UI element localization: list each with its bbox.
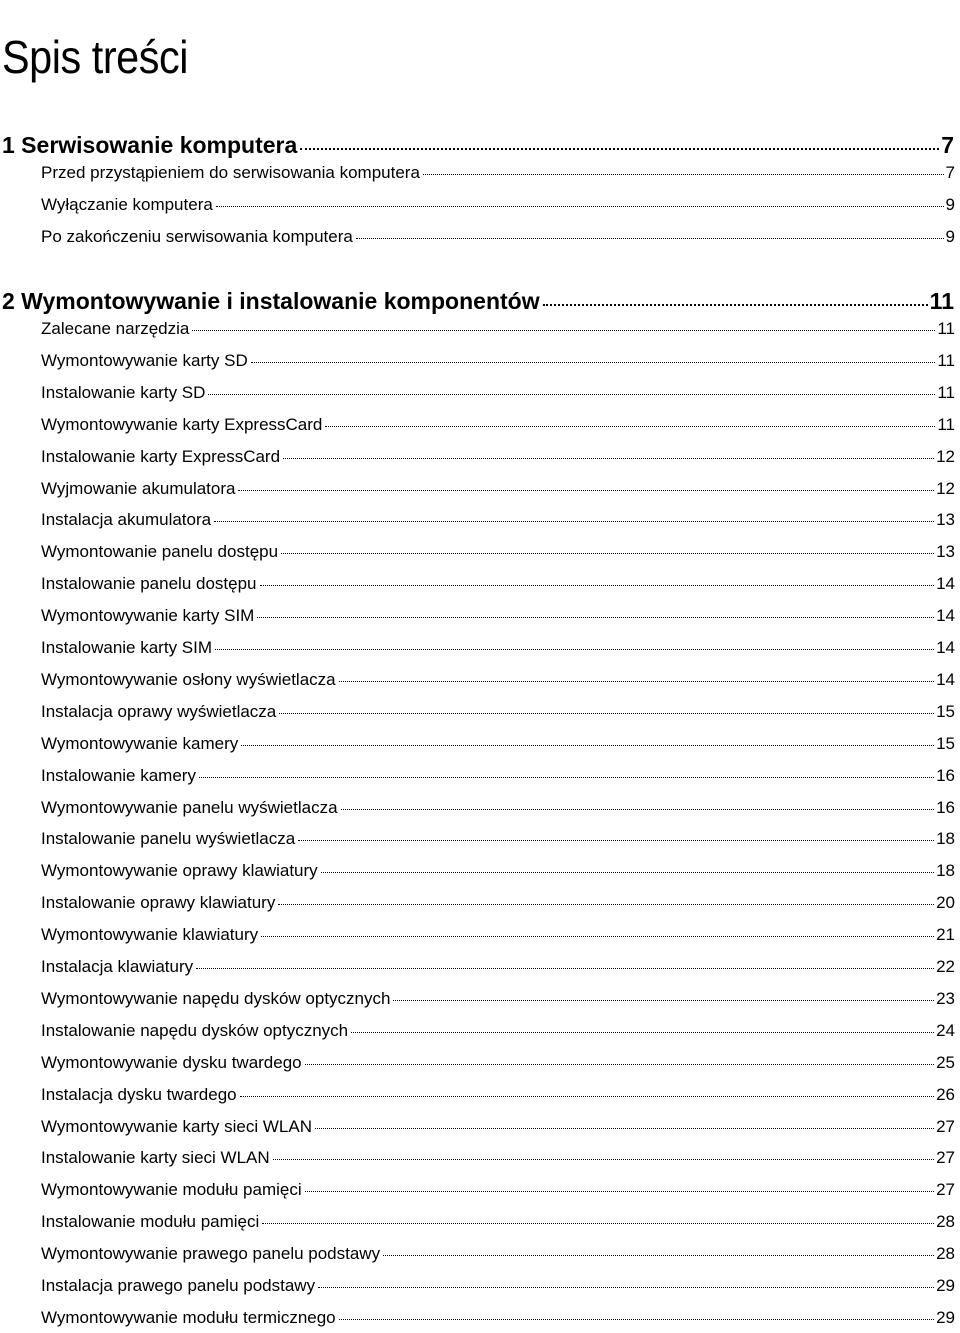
page-number: 15 — [936, 702, 955, 721]
section-title: Wymontowanie panelu dostępu — [41, 542, 279, 561]
dot-leader — [298, 823, 934, 841]
dot-leader — [278, 887, 934, 905]
page-number: 28 — [936, 1244, 955, 1263]
section-title: Wymontowywanie oprawy klawiatury — [41, 861, 318, 880]
page-number: 26 — [936, 1085, 955, 1104]
dot-leader — [273, 1142, 934, 1160]
toc-chapter-entry[interactable] — [2, 128, 954, 157]
toc-section-entry[interactable] — [41, 858, 955, 881]
toc-section-entry[interactable] — [41, 1082, 955, 1105]
section-title: Instalacja akumulatora — [41, 510, 212, 529]
page-number: 7 — [941, 132, 954, 158]
toc-section-entry[interactable] — [41, 571, 955, 594]
toc-section-entry[interactable] — [41, 1241, 955, 1264]
page-number: 23 — [936, 989, 955, 1008]
page-number: 27 — [936, 1148, 955, 1167]
section-title: Wymontowywanie prawego panelu podstawy — [41, 1244, 381, 1263]
dot-leader — [208, 377, 935, 395]
dot-leader — [383, 1238, 934, 1256]
section-title: Wymontowywanie dysku twardego — [41, 1053, 302, 1072]
page-number: 12 — [936, 447, 955, 466]
toc-section-entry[interactable] — [41, 444, 955, 467]
page-number: 15 — [936, 734, 955, 753]
dot-leader — [240, 1079, 934, 1097]
toc-section-entry[interactable] — [41, 348, 955, 371]
section-title: Wymontowywanie karty sieci WLAN — [41, 1117, 312, 1136]
dot-leader — [216, 189, 944, 207]
dot-leader — [196, 951, 934, 969]
toc-section-entry[interactable] — [41, 1273, 955, 1296]
dot-leader — [339, 664, 934, 682]
dot-leader — [305, 1174, 934, 1192]
section-title: Wymontowywanie modułu termicznego — [41, 1308, 336, 1327]
toc-section-entry[interactable] — [41, 476, 955, 499]
section-title: Instalowanie panelu wyświetlacza — [41, 829, 296, 848]
toc-section-entry[interactable] — [41, 160, 955, 183]
dot-leader — [262, 1206, 934, 1224]
page-number: 13 — [936, 510, 955, 529]
section-title: Instalowanie karty ExpressCard — [41, 447, 281, 466]
section-title: Instalowanie modułu pamięci — [41, 1212, 260, 1231]
page-number: 12 — [936, 479, 955, 498]
page-number: 14 — [936, 574, 955, 593]
section-title: Instalowanie karty sieci WLAN — [41, 1148, 270, 1167]
section-title: Zalecane narzędzia — [41, 319, 190, 338]
dot-leader — [238, 473, 934, 491]
page-number: 16 — [936, 798, 955, 817]
toc-section-entry[interactable] — [41, 192, 955, 215]
page-number: 20 — [936, 893, 955, 912]
dot-leader — [283, 441, 934, 459]
page-number: 16 — [936, 766, 955, 785]
toc-section-entry[interactable] — [41, 731, 955, 754]
page-number: 28 — [936, 1212, 955, 1231]
toc-section-entry[interactable] — [41, 667, 955, 690]
dot-leader — [305, 1047, 934, 1065]
dot-leader — [351, 1015, 934, 1033]
dot-leader — [199, 760, 934, 778]
section-title: Wymontowywanie modułu pamięci — [41, 1180, 302, 1199]
page-number: 14 — [936, 670, 955, 689]
section-title: Wymontowywanie napędu dysków optycznych — [41, 989, 391, 1008]
page-number: 29 — [936, 1276, 955, 1295]
toc-section-entry[interactable] — [41, 316, 955, 339]
dot-leader — [257, 600, 934, 618]
page-number: 25 — [936, 1053, 955, 1072]
toc-section-entry[interactable] — [41, 986, 955, 1009]
toc-section-entry[interactable] — [41, 224, 955, 247]
toc-section-entry[interactable] — [41, 1114, 955, 1137]
dot-leader — [321, 855, 934, 873]
dot-leader — [423, 157, 944, 175]
section-title: Instalacja dysku twardego — [41, 1085, 237, 1104]
page-number: 11 — [937, 351, 955, 370]
section-title: Instalowanie karty SIM — [41, 638, 213, 657]
section-title: Wymontowywanie karty SIM — [41, 606, 255, 625]
section-title: Wymontowywanie osłony wyświetlacza — [41, 670, 336, 689]
section-title: Wymontowywanie karty ExpressCard — [41, 415, 323, 434]
toc-section-entry[interactable] — [41, 1177, 955, 1200]
section-title: Wymontowywanie panelu wyświetlacza — [41, 798, 338, 817]
section-title: Wymontowywanie karty SD — [41, 351, 248, 370]
dot-leader — [300, 125, 939, 150]
chapter-title: 2 Wymontowywanie i instalowanie komponentów — [2, 288, 540, 314]
section-title: Instalowanie karty SD — [41, 383, 206, 402]
section-title: Instalacja prawego panelu podstawy — [41, 1276, 316, 1295]
dot-leader — [251, 345, 936, 363]
toc-section-entry[interactable] — [41, 380, 955, 403]
page-number: 13 — [936, 542, 955, 561]
page-number: 11 — [937, 415, 955, 434]
dot-leader — [341, 792, 935, 810]
dot-leader — [318, 1270, 934, 1288]
toc-section-entry[interactable] — [41, 539, 955, 562]
toc-section-entry[interactable] — [41, 1050, 955, 1073]
page-number: 11 — [937, 383, 955, 402]
page-number: 9 — [945, 227, 955, 246]
section-title: Instalowanie panelu dostępu — [41, 574, 257, 593]
toc-section-entry[interactable] — [41, 412, 955, 435]
page-number: 27 — [936, 1117, 955, 1136]
toc-section-entry[interactable] — [41, 1209, 955, 1232]
dot-leader — [325, 409, 935, 427]
page-number: 18 — [936, 829, 955, 848]
page-number: 22 — [936, 957, 955, 976]
dot-leader — [315, 1111, 934, 1129]
toc-section-entry[interactable] — [41, 699, 955, 722]
toc-section-entry[interactable] — [41, 603, 955, 626]
section-title: Wymontowywanie kamery — [41, 734, 239, 753]
page-number: 7 — [945, 163, 955, 182]
section-title: Instalowanie napędu dysków optycznych — [41, 1021, 349, 1040]
dot-leader — [281, 536, 934, 554]
section-title: Wyłączanie komputera — [41, 195, 213, 214]
toc-section-entry[interactable] — [41, 795, 955, 818]
dot-leader — [339, 1302, 934, 1320]
page-title: Spis treści — [2, 30, 189, 83]
toc-section-entry[interactable] — [41, 890, 955, 913]
section-title: Instalowanie kamery — [41, 766, 196, 785]
page-number: 18 — [936, 861, 955, 880]
section-title: Instalacja klawiatury — [41, 957, 194, 976]
toc-section-entry[interactable] — [41, 954, 955, 977]
dot-leader — [241, 728, 934, 746]
dot-leader — [261, 919, 934, 937]
page-number: 29 — [936, 1308, 955, 1327]
page-number: 11 — [929, 288, 954, 314]
section-title: Wymontowywanie klawiatury — [41, 925, 259, 944]
page-number: 14 — [936, 606, 955, 625]
toc-section-entry[interactable] — [41, 635, 955, 658]
dot-leader — [192, 313, 935, 331]
page-number: 21 — [936, 925, 955, 944]
dot-leader — [356, 221, 944, 239]
chapter-title: 1 Serwisowanie komputera — [2, 132, 298, 158]
section-title: Przed przystąpieniem do serwisowania komputera — [41, 163, 420, 182]
page-number: 14 — [936, 638, 955, 657]
toc-section-entry[interactable] — [41, 826, 955, 849]
page-number: 9 — [945, 195, 955, 214]
toc-section-entry[interactable] — [41, 507, 955, 530]
toc-section-entry[interactable] — [41, 1018, 955, 1041]
section-title: Instalowanie oprawy klawiatury — [41, 893, 276, 912]
dot-leader — [393, 983, 934, 1001]
dot-leader — [260, 568, 935, 586]
page-number: 27 — [936, 1180, 955, 1199]
page-number: 24 — [936, 1021, 955, 1040]
toc-section-entry[interactable] — [41, 1305, 955, 1328]
dot-leader — [279, 696, 934, 714]
toc-section-entry[interactable] — [41, 763, 955, 786]
dot-leader — [215, 632, 934, 650]
section-title: Po zakończeniu serwisowania komputera — [41, 227, 353, 246]
page-number: 11 — [937, 319, 955, 338]
toc-chapter-entry[interactable] — [2, 284, 954, 313]
section-title: Wyjmowanie akumulatora — [41, 479, 236, 498]
toc-section-entry[interactable] — [41, 1145, 955, 1168]
section-title: Instalacja oprawy wyświetlacza — [41, 702, 277, 721]
dot-leader — [214, 504, 934, 522]
dot-leader — [543, 281, 928, 306]
toc-section-entry[interactable] — [41, 922, 955, 945]
